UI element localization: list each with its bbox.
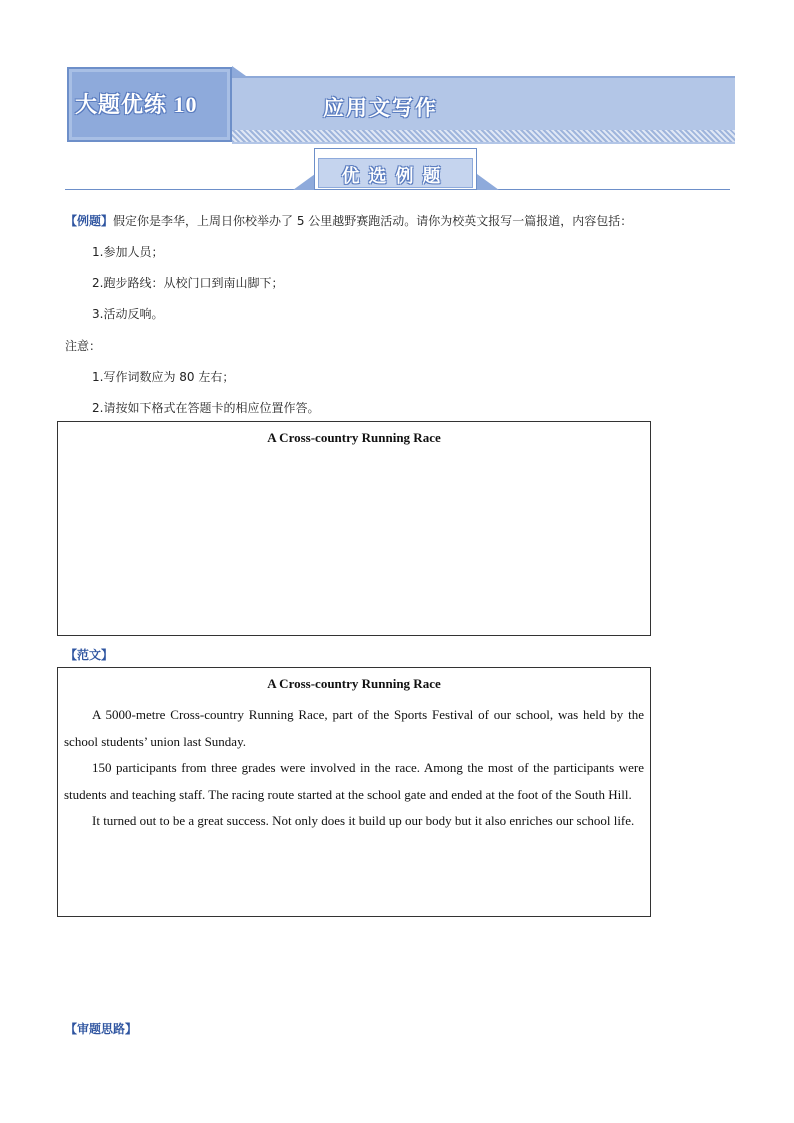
prompt-intro: 假定你是李华，上周日你校举办了 5 公里越野赛跑活动。请你为校英文报写一篇报道，内容包括：	[113, 214, 633, 228]
model-essay-label: 【范文】	[65, 648, 114, 662]
prompt-item: 3.活动反响。	[92, 307, 164, 321]
tab-wing-right	[477, 174, 499, 190]
note-item: 1.写作词数应为 80 左右；	[92, 370, 235, 384]
essay-paragraph: 150 participants from three grades were involved in the race. Among the most of the participants were students and teaching staff. The racing route started at the school gate and ended at the foot of the South Hill.	[64, 760, 644, 802]
model-essay-body	[64, 702, 644, 835]
header-badge-text: 大题优练 10	[75, 92, 198, 117]
section-tab-label: 优选例题	[341, 166, 450, 186]
analysis-label: 【审题思路】	[65, 1022, 138, 1036]
tab-wing-left	[293, 174, 315, 190]
model-essay-box	[57, 667, 651, 917]
note-item: 2.请按如下格式在答题卡的相应位置作答。	[92, 401, 320, 415]
answer-box	[57, 421, 651, 636]
prompt-tag: 【例题】	[65, 214, 114, 228]
page-title: 应用文写作	[323, 96, 438, 120]
note-label: 注意：	[65, 339, 102, 353]
header-stripe-decoration	[232, 130, 735, 142]
prompt-line	[65, 212, 632, 229]
essay-paragraph: It turned out to be a great success. Not only does it build up our body but it also enriches our school life.	[92, 813, 635, 828]
model-essay-title: A Cross-country Running Race	[267, 676, 441, 691]
answer-box-title: A Cross-country Running Race	[267, 430, 441, 445]
header-corner-decoration	[232, 66, 246, 76]
essay-paragraph: A 5000-metre Cross-country Running Race, part of the Sports Festival of our school, was held by the school students’ union last Sunday.	[64, 707, 644, 749]
prompt-item: 2.跑步路线：从校门口到南山脚下；	[92, 276, 284, 290]
prompt-item: 1.参加人员；	[92, 245, 164, 259]
